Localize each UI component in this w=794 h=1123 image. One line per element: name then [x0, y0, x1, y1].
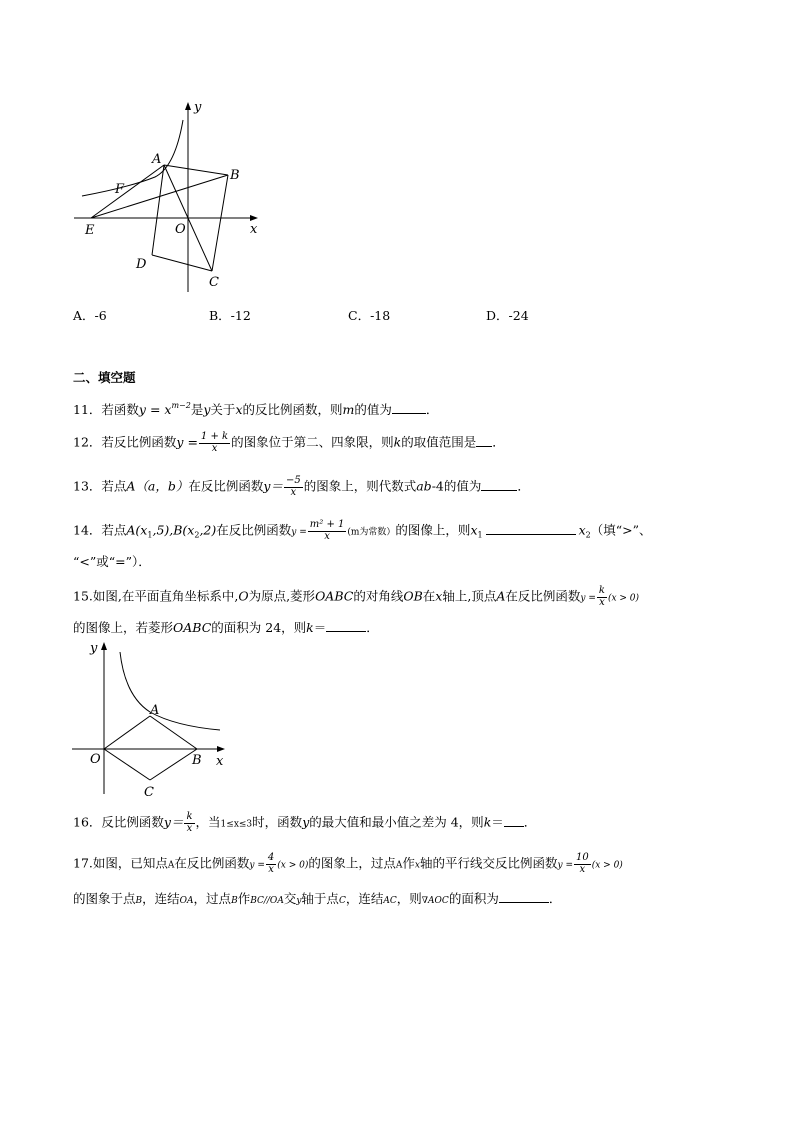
q14-x2: x [578, 522, 586, 538]
q14-fraction [308, 520, 347, 542]
q17-C: C [338, 896, 346, 906]
section-title: 二、填空题 [73, 370, 136, 385]
label-x: x [216, 754, 224, 769]
label-x: x [250, 222, 258, 237]
q11-prefix: 11．若函数 [73, 402, 139, 417]
q14-pointB-sub: 2 [194, 530, 200, 540]
q15-oabc2: OABC [173, 620, 212, 635]
q11-mid2: 关于 [210, 402, 236, 417]
q17-l2f: 轴于点 [301, 891, 339, 906]
label-C: C [144, 785, 154, 800]
q15-x: x [435, 588, 443, 604]
q13-frac-num: −5 [285, 475, 301, 486]
q11-var-x: x [235, 402, 243, 417]
q15-line2c: ＝ [313, 620, 327, 635]
q14-pointA-sub: 1 [147, 530, 153, 540]
q17-OA: OA [179, 896, 194, 906]
q12-mid: 的图象位于第二、四象限，则 [231, 434, 394, 450]
q12-lhs: y = [176, 434, 198, 450]
label-O: O [175, 222, 186, 237]
label-C: C [209, 275, 219, 290]
question-15-line2 [73, 618, 379, 636]
q17-fraction-1 [266, 853, 276, 875]
q16-end: ． [523, 814, 537, 830]
q11-var-m: m [342, 402, 355, 417]
q14-x2-sub: 2 [585, 530, 591, 540]
option-a: A．-6 [73, 308, 107, 323]
q15-line2b: 的面积为 24，则 [211, 620, 307, 635]
q13-tail: 的值为 [443, 478, 482, 494]
q16-frac-den: x [186, 822, 193, 834]
q11-mid3: 的反比例函数，则 [242, 402, 343, 417]
q12-frac-num: 1 + k [200, 431, 229, 442]
option-c: C．-18 [348, 308, 391, 323]
q12-var-k: k [393, 434, 402, 450]
q12-answer-blank[interactable] [476, 434, 492, 447]
q17-l2g: ，连结 [345, 891, 384, 906]
q16-frac-num: k [186, 811, 193, 822]
y-axis-arrow [185, 102, 191, 110]
q15-lhs: y = [580, 593, 596, 604]
q15-t5: 在反比例函数 [505, 588, 581, 604]
q17-l2a: 的图象于点 [73, 891, 136, 906]
segment-BC [150, 749, 197, 780]
q17-cond1: (x > 0) [277, 860, 309, 871]
y-axis-arrow [101, 642, 107, 650]
q15-A: A [496, 588, 506, 604]
question-14 [73, 520, 652, 542]
q14-pointB-rest: ,2) [199, 522, 217, 538]
q15-ob: OB [403, 588, 423, 604]
option-d: D．-24 [486, 308, 529, 323]
q17-A2: A [395, 860, 403, 871]
q16-answer-blank[interactable] [504, 814, 524, 827]
option-b: B．-12 [209, 308, 251, 323]
q11-end: ． [425, 402, 439, 417]
q12-end: ． [492, 434, 505, 450]
q15-fraction [597, 586, 607, 608]
q13-fraction [284, 476, 303, 498]
q15-answer-blank[interactable] [326, 619, 366, 632]
q14-prefix: 14．若点 [73, 522, 127, 538]
q15-t4: 轴上,顶点 [442, 588, 497, 604]
q16-range: 1≤x≤3 [220, 819, 253, 830]
q14-x1: x [470, 522, 478, 538]
q17-B2: B [231, 896, 238, 906]
q17-f2-den: x [579, 863, 586, 875]
segment-AD [152, 165, 164, 255]
q13-end: ． [517, 478, 530, 494]
q13-frac-den: x [290, 486, 297, 498]
q13-mid: 在反比例函数 [188, 478, 264, 494]
q15-line1: 15.如图,在平面直角坐标系中, [73, 588, 239, 604]
q17-answer-blank[interactable] [499, 890, 549, 903]
q17-A: A [167, 860, 175, 871]
q17-l2h: ，则 [396, 891, 422, 906]
label-F: F [115, 182, 125, 197]
q13-point: A（a，b） [126, 478, 189, 494]
hyperbola-curve [82, 120, 183, 196]
q17-B: B [135, 896, 143, 906]
q17-yv: y [296, 896, 302, 906]
label-D: D [136, 257, 147, 272]
label-y: y [194, 100, 202, 115]
segment-AB [164, 165, 228, 175]
segment-AB [150, 716, 197, 749]
q14-pointA-rest: ,5),B(x [152, 522, 195, 538]
q13-expr: ab [416, 478, 432, 494]
q14-mid2: 的图像上，则 [395, 522, 471, 538]
q15-k: k [306, 620, 314, 635]
question-17-line2 [73, 889, 561, 907]
q13-prefix: 13．若点 [73, 478, 127, 494]
label-E: E [85, 223, 95, 238]
q14-lhs: y = [291, 527, 307, 538]
q15-O: O [238, 588, 249, 604]
q17-AC: AC [383, 896, 397, 906]
segment-CO [104, 749, 150, 780]
q11-var-y: y [203, 402, 211, 417]
q16-t1: ，当 [195, 814, 221, 830]
q17-BC: BC//OA [250, 896, 284, 906]
q17-cond2: (x > 0) [591, 860, 623, 871]
label-B: B [230, 168, 240, 183]
question-17 [73, 853, 623, 875]
q15-t2: 的对角线 [353, 588, 404, 604]
q14-frac-num: m² + 1 [309, 519, 345, 530]
q17-f1-num: 4 [267, 852, 275, 863]
q17-t2: 的图象上，过点 [308, 855, 396, 871]
label-O: O [90, 752, 101, 767]
q14-answer-blank[interactable] [486, 522, 576, 535]
q17-prefix: 17.如图，已知点 [73, 855, 168, 871]
q17-fraction-2 [574, 853, 591, 875]
q15-t1: 为原点,菱形 [248, 588, 316, 604]
q15-oabc: OABC [315, 588, 354, 604]
q11-answer-blank[interactable] [392, 401, 426, 414]
q17-l2b: ，连结 [142, 891, 180, 906]
segment-OA [104, 716, 150, 749]
q15-t3: 在 [422, 588, 436, 604]
q12-prefix: 12．若反比例函数 [73, 434, 177, 450]
q12-frac-den: x [211, 442, 218, 454]
q15-cond: (x > 0) [607, 593, 640, 604]
q13-lhs: y＝ [263, 478, 283, 494]
q15-line2a: 的图像上，若菱形 [73, 620, 174, 635]
q17-l2i: 的面积为 [448, 891, 499, 906]
q13-mid2: 的图象上，则代数式 [303, 478, 417, 494]
q17-tri: ∇AOC [421, 896, 449, 906]
q12-tail: 的取值范围是 [401, 434, 477, 450]
label-A: A [150, 703, 160, 718]
question-16 [73, 812, 536, 834]
q14-fill: （填“>”、 [590, 522, 652, 538]
q17-l2e: 交 [283, 891, 297, 906]
hyperbola-curve [120, 652, 220, 730]
q15-frac-den: x [599, 596, 605, 608]
q14-frac-den: x [324, 530, 330, 542]
q17-t3: 作 [402, 855, 415, 871]
q17-end: ． [548, 891, 562, 906]
figure-1-graph [60, 95, 275, 300]
q17-t1: 在反比例函数 [174, 855, 250, 871]
q14-x1-sub: 1 [477, 530, 483, 540]
figure-2-graph [70, 636, 240, 801]
q17-x: x [414, 860, 420, 871]
q15-frac-num: k [598, 585, 605, 596]
q14-mid: 在反比例函数 [216, 522, 292, 538]
q16-t2: 时，函数 [252, 814, 303, 830]
q17-l2c: ，过点 [193, 891, 232, 906]
q16-lhs: y＝ [163, 814, 184, 830]
q17-lhs2: y = [557, 860, 573, 871]
q14-pointA: A(x [126, 522, 148, 538]
q11-mid1: 是 [190, 402, 204, 417]
x-axis-arrow [250, 215, 258, 221]
q14-paren: (m为常数） [347, 527, 396, 538]
q17-f2-num: 10 [576, 852, 589, 863]
q17-t4: 轴的平行线交反比例函数 [419, 855, 558, 871]
q17-l2d: 作 [237, 891, 251, 906]
question-15 [73, 586, 639, 608]
label-B: B [192, 753, 202, 768]
question-12 [73, 432, 505, 454]
q16-t4: ＝ [491, 814, 504, 830]
q15-end: ． [366, 620, 379, 635]
q11-tail: 的值为 [354, 402, 392, 417]
q17-f1-den: x [268, 863, 274, 875]
q16-k: k [483, 814, 492, 830]
q16-fraction [184, 812, 194, 834]
q16-t3: 的最大值和最小值之差为 4，则 [309, 814, 484, 830]
question-14-line2: “<”或“=”）． [73, 554, 151, 569]
q13-expr2: -4 [431, 478, 444, 494]
segment-DC [152, 255, 212, 271]
q16-prefix: 16．反比例函数 [73, 814, 164, 830]
q13-answer-blank[interactable] [481, 478, 517, 491]
question-11 [73, 400, 438, 418]
question-13 [73, 476, 530, 498]
q17-lhs1: y = [249, 860, 265, 871]
q11-eq: y = x [138, 402, 172, 417]
label-A: A [152, 152, 162, 167]
q16-y: y [302, 814, 310, 830]
q12-fraction [199, 432, 230, 454]
q11-exp: m−2 [171, 401, 191, 410]
x-axis-arrow [217, 746, 225, 752]
label-y: y [90, 641, 98, 656]
segment-BC [212, 175, 228, 271]
